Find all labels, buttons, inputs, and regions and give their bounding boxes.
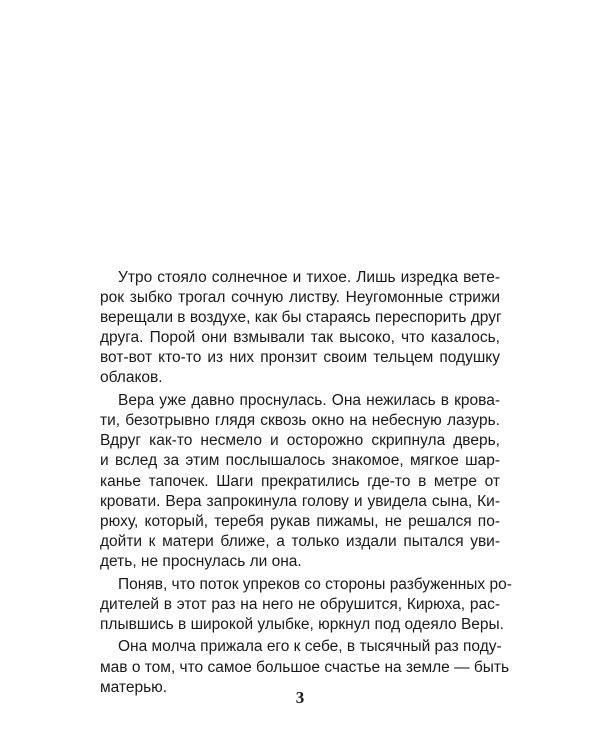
text-line: и вслед за этим послышалось знакомое, мягкое шар-: [100, 452, 500, 470]
text-line: верещали в воздухе, как бы стараясь переспорить друг: [100, 309, 502, 327]
text-line: ти, безотрывно глядя сквозь окно на небесную лазурь.: [100, 412, 500, 430]
text-line: рок зыбко трогал сочную листву. Неугомонные стрижи: [100, 289, 500, 307]
body-text: [100, 268, 512, 698]
text-line: дойти к матери ближе, а только издали пытался уви-: [100, 532, 500, 550]
text-line: Вера уже давно проснулась. Она нежилась в крова-: [118, 392, 500, 410]
page-number: 3: [295, 688, 305, 707]
paragraph-1: [100, 268, 500, 389]
text-line: канье тапочек. Шаги прекратились где-то в метре от: [100, 472, 500, 490]
text-line: деть, не проснулась ли она.: [100, 552, 302, 570]
paragraph-3: [100, 575, 512, 635]
text-line: Утро стояло солнечное и тихое. Лишь изредка вете-: [118, 269, 500, 286]
text-line: Она молча прижала его к себе, в тысячный раз поду-: [118, 638, 502, 656]
text-line: облаков.: [100, 369, 163, 387]
text-line: друга. Порой они взмывали так высоко, что казалось,: [100, 329, 500, 347]
text-line: вот-вот кто-то из них пронзит своим тельцем подушку: [100, 349, 500, 367]
text-line: дителей в этот раз на него не обрушится, Кирюха, рас-: [100, 595, 500, 613]
text-line: Вдруг как-то несмело и осторожно скрипнула дверь,: [100, 432, 500, 450]
text-line: мав о том, что самое большое счастье на земле — быть: [100, 658, 510, 676]
text-line: матерью.: [100, 678, 168, 696]
text-line: кровати. Вера запрокинула голову и увидела сына, Ки-: [100, 492, 500, 510]
text-line: плывшись в широкой улыбке, юркнул под одеяло Веры.: [100, 615, 504, 633]
text-line: Поняв, что поток упреков со стороны разбуженных ро-: [118, 575, 512, 593]
text-line: рюху, который, теребя рукав пижамы, не решался по-: [100, 512, 500, 530]
paragraph-2: [100, 391, 500, 572]
